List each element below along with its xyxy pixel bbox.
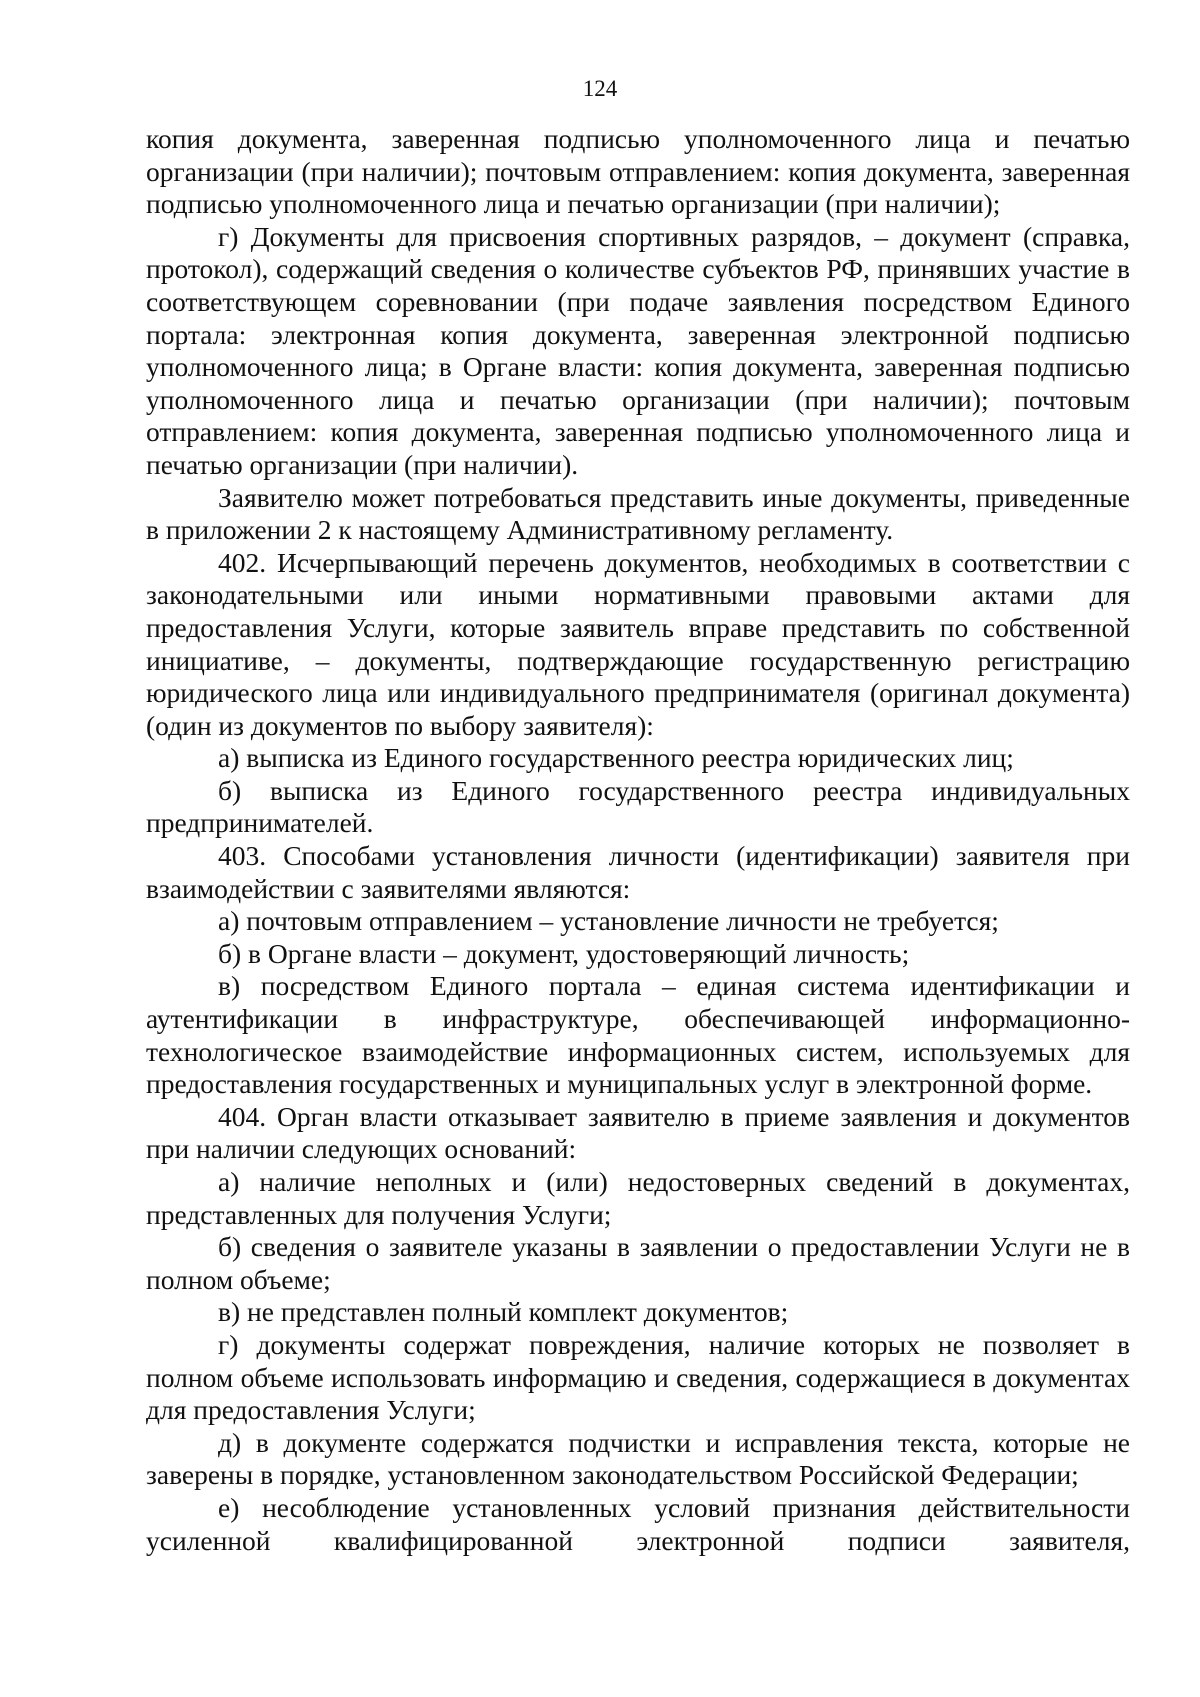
paragraph-404-a: а) наличие неполных и (или) недостоверных сведений в документах, представленных для получения Услуги; (146, 1166, 1130, 1230)
paragraph-404-g: г) документы содержат повреждения, наличие которых не позволяет в полном объеме использовать информацию и сведения, содержащиеся в документах для предоставления Услуги; (146, 1328, 1130, 1426)
paragraph-403-a: а) почтовым отправлением – установление личности не требуется; (218, 905, 999, 937)
document-body (146, 123, 1130, 1557)
paragraph-403: 403. Способами установления личности (идентификации) заявителя при взаимодействии с заявителями являются: (146, 840, 1130, 904)
paragraph-404-v: в) не представлен полный комплект документов; (218, 1296, 789, 1328)
paragraph-404: 404. Орган власти отказывает заявителю в приеме заявления и документов при наличии следующих оснований: (146, 1100, 1130, 1165)
paragraph-404-e: е) несоблюдение установленных условий признания действительности усиленной квалифицированной электронной подписи заявителя, (146, 1491, 1130, 1556)
paragraph-404-b: б) сведения о заявителе указаны в заявлении о предоставлении Услуги не в полном объеме; (146, 1231, 1130, 1295)
paragraph-402-b: б) выписка из Единого государственного реестра индивидуальных предпринимателей. (146, 774, 1130, 839)
paragraph-404-d: д) в документе содержатся подчистки и исправления текста, которые не заверены в порядке, установленном законодательством Российской Федерации; (146, 1426, 1130, 1491)
paragraph-other-documents: Заявителю может потребоваться представить иные документы, приведенные в приложении 2 к настоящему Административному регламенту. (146, 481, 1130, 546)
paragraph-sport-ranks-documents: г) Документы для присвоения спортивных разрядов, – документ (справка, протокол), содержащий сведения о количестве субъектов РФ, принявших участие в соответствующем соревновании (при подаче заявления посредством Единого портала: электронная копия документа, заверенная электронной подписью уполномоченного лица; в Органе власти: копия документа, заверенная подписью уполномоченного лица и печатью организации (при наличии); почтовым отправлением: копия документа, заверенная подписью уполномоченного лица и печатью организации (при наличии). (146, 220, 1130, 480)
page-number: 124 (582, 76, 618, 101)
paragraph-403-b: б) в Органе власти – документ, удостоверяющий личность; (218, 937, 910, 969)
paragraph-402: 402. Исчерпывающий перечень документов, необходимых в соответствии с законодательными или иными нормативными правовыми актами для предоставления Услуги, которые заявитель вправе представить по собственной инициативе, – документы, подтверждающие государственную регистрацию юридического лица или индивидуального предпринимателя (оригинал документа) (один из документов по выбору заявителя): (146, 546, 1130, 741)
paragraph-403-v: в) посредством Единого портала – единая система идентификации и аутентификации в инфраструктуре, обеспечивающей информационно-технологическое взаимодействие информационных систем, используемых для предоставления государственных и муниципальных услуг в электронной форме. (146, 970, 1130, 1100)
paragraph-402-a: а) выписка из Единого государственного реестра юридических лиц; (218, 742, 1014, 774)
paragraph-copy-continuation: копия документа, заверенная подписью уполномоченного лица и печатью организации (при наличии); почтовым отправлением: копия документа, заверенная подписью уполномоченного лица и печатью организации (при наличии); (146, 123, 1130, 220)
